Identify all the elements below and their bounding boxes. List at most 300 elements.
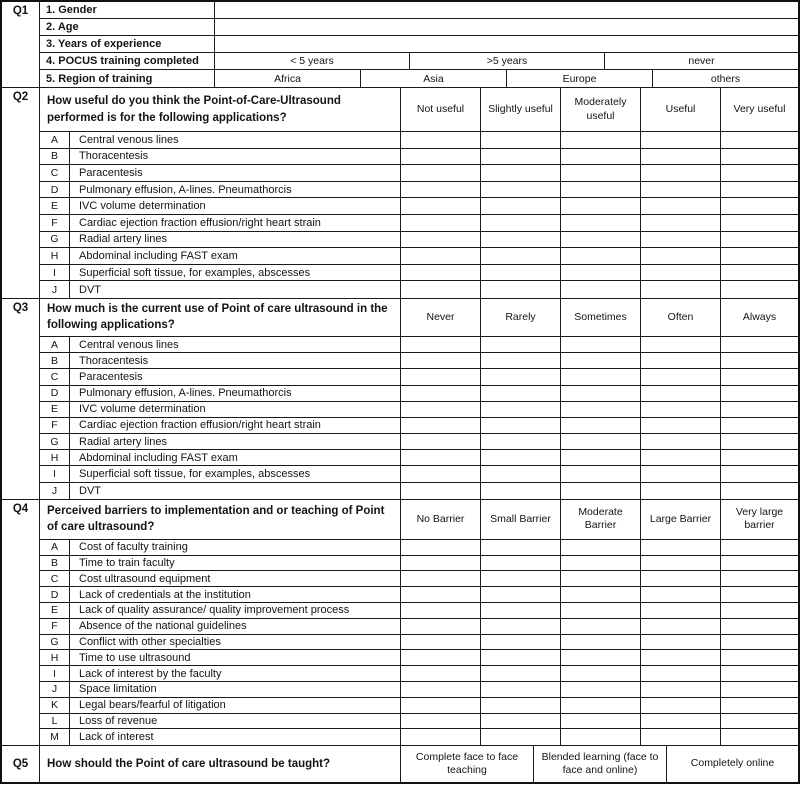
answer-cell[interactable] — [561, 248, 641, 265]
option-cell[interactable]: Asia — [361, 70, 507, 87]
answer-cell[interactable] — [721, 402, 798, 418]
answer-cell[interactable] — [721, 556, 798, 572]
answer-cell[interactable] — [721, 353, 798, 369]
answer-cell[interactable] — [481, 714, 561, 730]
item-text: Pulmonary effusion, A-lines. Pneumathorcis — [70, 386, 401, 402]
q2-item-row — [40, 265, 798, 282]
answer-cell[interactable] — [481, 281, 561, 298]
item-letter: C — [40, 369, 70, 385]
answer-cell[interactable] — [721, 650, 798, 666]
answer-cell[interactable] — [721, 165, 798, 182]
q1-row — [40, 70, 798, 87]
item-letter: F — [40, 418, 70, 434]
answer-cell[interactable] — [401, 337, 481, 353]
item-letter: B — [40, 149, 70, 166]
answer-cell[interactable] — [721, 666, 798, 682]
answer-cell[interactable] — [561, 232, 641, 249]
answer-cell[interactable] — [561, 666, 641, 682]
item-text: Lack of interest — [70, 729, 401, 745]
answer-cell[interactable] — [401, 666, 481, 682]
scale-header: Often — [641, 299, 721, 337]
answer-cell[interactable] — [641, 603, 721, 619]
item-text: IVC volume determination — [70, 402, 401, 418]
answer-cell[interactable] — [561, 149, 641, 166]
answer-cell[interactable] — [721, 682, 798, 698]
answer-cell[interactable] — [561, 483, 641, 499]
item-text: Time to train faculty — [70, 556, 401, 572]
answer-cell[interactable] — [641, 132, 721, 149]
section-rows — [40, 746, 798, 782]
item-text: Loss of revenue — [70, 714, 401, 730]
answer-cell[interactable] — [721, 337, 798, 353]
answer-cell[interactable] — [481, 434, 561, 450]
q4-item-row — [40, 635, 798, 651]
answer-cell[interactable] — [561, 434, 641, 450]
answer-cell[interactable] — [561, 265, 641, 282]
scale-header: Very useful — [721, 88, 798, 132]
item-text: Lack of credentials at the institution — [70, 587, 401, 603]
answer-cell[interactable] — [641, 650, 721, 666]
item-text: Cardiac ejection fraction effusion/right heart strain — [70, 418, 401, 434]
answer-cell[interactable] — [401, 165, 481, 182]
answer-cell[interactable] — [401, 248, 481, 265]
answer-cell[interactable] — [641, 540, 721, 556]
q1-item-label: 1. Gender — [40, 2, 215, 19]
question-number: Q4 — [2, 500, 40, 745]
section-rows — [40, 88, 798, 298]
item-text: Thoracentesis — [70, 353, 401, 369]
answer-cell[interactable] — [721, 418, 798, 434]
answer-cell[interactable] — [481, 418, 561, 434]
q5-row — [40, 746, 798, 782]
answer-cell[interactable] — [561, 698, 641, 714]
q1-item-label: 5. Region of training — [40, 70, 215, 87]
answer-cell[interactable] — [641, 682, 721, 698]
answer-cell[interactable] — [561, 182, 641, 199]
answer-cell[interactable] — [721, 698, 798, 714]
answer-cell[interactable] — [721, 281, 798, 298]
answer-cell[interactable] — [561, 353, 641, 369]
answer-cell[interactable] — [561, 587, 641, 603]
answer-cell[interactable] — [561, 418, 641, 434]
item-letter: I — [40, 466, 70, 482]
answer-cell[interactable] — [721, 182, 798, 199]
q4-item-row — [40, 603, 798, 619]
answer-cell[interactable] — [561, 165, 641, 182]
answer-cell[interactable] — [481, 666, 561, 682]
scale-header: Small Barrier — [481, 500, 561, 540]
answer-cell[interactable] — [481, 182, 561, 199]
q3-item-row — [40, 483, 798, 499]
item-letter: E — [40, 603, 70, 619]
item-letter: A — [40, 132, 70, 149]
answer-cell[interactable] — [481, 232, 561, 249]
answer-cell[interactable] — [401, 450, 481, 466]
answer-field[interactable] — [215, 36, 798, 53]
section-q1 — [2, 2, 798, 88]
answer-cell[interactable] — [561, 215, 641, 232]
item-text: Superficial soft tissue, for examples, abscesses — [70, 265, 401, 282]
answer-cell[interactable] — [401, 281, 481, 298]
answer-cell[interactable] — [561, 281, 641, 298]
q1-row — [40, 53, 798, 70]
item-text: Cardiac ejection fraction effusion/right heart strain — [70, 215, 401, 232]
answer-cell[interactable] — [401, 402, 481, 418]
answer-cell[interactable] — [561, 571, 641, 587]
answer-cell[interactable] — [481, 466, 561, 482]
answer-cell[interactable] — [401, 386, 481, 402]
answer-cell[interactable] — [721, 540, 798, 556]
answer-cell[interactable] — [401, 215, 481, 232]
scale-header: Sometimes — [561, 299, 641, 337]
answer-cell[interactable] — [561, 402, 641, 418]
q4-item-row — [40, 540, 798, 556]
answer-cell[interactable] — [481, 635, 561, 651]
q4-item-row — [40, 729, 798, 745]
item-letter: B — [40, 556, 70, 572]
q3-item-row — [40, 434, 798, 450]
answer-cell[interactable] — [561, 132, 641, 149]
answer-cell[interactable] — [641, 248, 721, 265]
option-cell[interactable]: Europe — [507, 70, 653, 87]
q3-item-row — [40, 466, 798, 482]
answer-cell[interactable] — [721, 265, 798, 282]
item-text: Central venous lines — [70, 337, 401, 353]
item-letter: I — [40, 666, 70, 682]
answer-cell[interactable] — [481, 603, 561, 619]
answer-cell[interactable] — [721, 369, 798, 385]
q4-item-row — [40, 571, 798, 587]
answer-cell[interactable] — [641, 232, 721, 249]
answer-cell[interactable] — [641, 635, 721, 651]
answer-cell[interactable] — [401, 571, 481, 587]
answer-cell[interactable] — [401, 198, 481, 215]
item-letter: M — [40, 729, 70, 745]
section-rows — [40, 500, 798, 745]
section-rows — [40, 2, 798, 87]
answer-field[interactable] — [215, 2, 798, 19]
answer-cell[interactable] — [641, 281, 721, 298]
answer-cell[interactable] — [561, 619, 641, 635]
item-text: Abdominal including FAST exam — [70, 450, 401, 466]
answer-cell[interactable] — [641, 353, 721, 369]
scale-header: Not useful — [401, 88, 481, 132]
answer-cell[interactable] — [401, 619, 481, 635]
answer-cell[interactable] — [561, 714, 641, 730]
section-question: How should the Point of care ultrasound be taught? — [40, 746, 401, 782]
q2-item-row — [40, 215, 798, 232]
answer-cell[interactable] — [401, 603, 481, 619]
scale-header: Rarely — [481, 299, 561, 337]
item-letter: D — [40, 182, 70, 199]
answer-cell[interactable] — [721, 603, 798, 619]
answer-cell[interactable] — [641, 714, 721, 730]
answer-cell[interactable] — [721, 248, 798, 265]
answer-cell[interactable] — [481, 571, 561, 587]
item-letter: G — [40, 635, 70, 651]
answer-cell[interactable] — [641, 337, 721, 353]
answer-cell[interactable] — [401, 540, 481, 556]
item-letter: A — [40, 540, 70, 556]
q3-header-row — [40, 299, 798, 337]
option-cell[interactable]: Complete face to face teaching — [401, 746, 534, 782]
answer-cell[interactable] — [481, 353, 561, 369]
answer-cell[interactable] — [641, 434, 721, 450]
answer-cell[interactable] — [721, 619, 798, 635]
answer-cell[interactable] — [481, 402, 561, 418]
item-letter: J — [40, 483, 70, 499]
answer-cell[interactable] — [401, 418, 481, 434]
answer-cell[interactable] — [721, 483, 798, 499]
answer-cell[interactable] — [401, 353, 481, 369]
section-question: Perceived barriers to implementation and or teaching of Point of care ultrasound? — [40, 500, 401, 540]
scale-header: Very large barrier — [721, 500, 798, 540]
item-letter: G — [40, 232, 70, 249]
answer-cell[interactable] — [401, 635, 481, 651]
answer-cell[interactable] — [641, 698, 721, 714]
q1-row — [40, 36, 798, 53]
answer-cell[interactable] — [641, 149, 721, 166]
q3-item-row — [40, 402, 798, 418]
answer-cell[interactable] — [401, 483, 481, 499]
answer-cell[interactable] — [481, 132, 561, 149]
section-q4 — [2, 500, 798, 746]
answer-cell[interactable] — [401, 729, 481, 745]
answer-cell[interactable] — [401, 650, 481, 666]
answer-cell[interactable] — [481, 450, 561, 466]
answer-cell[interactable] — [401, 556, 481, 572]
answer-cell[interactable] — [641, 587, 721, 603]
item-letter: D — [40, 386, 70, 402]
answer-cell[interactable] — [721, 386, 798, 402]
answer-cell[interactable] — [721, 132, 798, 149]
answer-cell[interactable] — [561, 198, 641, 215]
answer-cell[interactable] — [481, 556, 561, 572]
answer-cell[interactable] — [721, 714, 798, 730]
answer-cell[interactable] — [401, 132, 481, 149]
item-text: DVT — [70, 281, 401, 298]
answer-cell[interactable] — [721, 635, 798, 651]
item-letter: L — [40, 714, 70, 730]
q2-item-row — [40, 281, 798, 298]
answer-cell[interactable] — [641, 556, 721, 572]
item-letter: C — [40, 571, 70, 587]
item-letter: F — [40, 619, 70, 635]
item-letter: F — [40, 215, 70, 232]
section-rows — [40, 299, 798, 499]
answer-cell[interactable] — [641, 369, 721, 385]
answer-cell[interactable] — [481, 149, 561, 166]
answer-cell[interactable] — [481, 540, 561, 556]
answer-cell[interactable] — [401, 182, 481, 199]
answer-cell[interactable] — [401, 232, 481, 249]
item-text: Legal bears/fearful of litigation — [70, 698, 401, 714]
item-text: Radial artery lines — [70, 434, 401, 450]
answer-cell[interactable] — [561, 682, 641, 698]
answer-cell[interactable] — [641, 165, 721, 182]
answer-cell[interactable] — [401, 434, 481, 450]
answer-cell[interactable] — [481, 248, 561, 265]
answer-cell[interactable] — [481, 337, 561, 353]
answer-cell[interactable] — [401, 698, 481, 714]
item-text: Conflict with other specialties — [70, 635, 401, 651]
answer-cell[interactable] — [641, 402, 721, 418]
q3-item-row — [40, 418, 798, 434]
answer-field[interactable] — [215, 19, 798, 36]
q2-item-row — [40, 248, 798, 265]
answer-cell[interactable] — [641, 215, 721, 232]
answer-cell[interactable] — [561, 729, 641, 745]
item-text: Absence of the national guidelines — [70, 619, 401, 635]
item-letter: C — [40, 165, 70, 182]
answer-cell[interactable] — [401, 714, 481, 730]
q1-row — [40, 19, 798, 36]
answer-cell[interactable] — [641, 450, 721, 466]
item-text: DVT — [70, 483, 401, 499]
item-letter: J — [40, 281, 70, 298]
item-letter: G — [40, 434, 70, 450]
scale-header: Slightly useful — [481, 88, 561, 132]
answer-cell[interactable] — [721, 466, 798, 482]
option-cell[interactable]: >5 years — [410, 53, 605, 70]
scale-header: Large Barrier — [641, 500, 721, 540]
item-letter: K — [40, 698, 70, 714]
item-letter: D — [40, 587, 70, 603]
q4-item-row — [40, 682, 798, 698]
item-text: Central venous lines — [70, 132, 401, 149]
answer-cell[interactable] — [641, 729, 721, 745]
question-number: Q1 — [2, 2, 40, 87]
scale-header: Always — [721, 299, 798, 337]
option-cell[interactable]: Africa — [215, 70, 361, 87]
answer-cell[interactable] — [561, 450, 641, 466]
section-question: How much is the current use of Point of care ultrasound in the following applications? — [40, 299, 401, 337]
answer-cell[interactable] — [481, 698, 561, 714]
answer-cell[interactable] — [721, 149, 798, 166]
answer-cell[interactable] — [401, 149, 481, 166]
item-text: Lack of interest by the faculty — [70, 666, 401, 682]
question-number: Q5 — [2, 746, 40, 782]
answer-cell[interactable] — [481, 198, 561, 215]
answer-cell[interactable] — [401, 369, 481, 385]
q2-item-row — [40, 165, 798, 182]
q4-item-row — [40, 650, 798, 666]
answer-cell[interactable] — [641, 666, 721, 682]
option-cell[interactable]: Completely online — [690, 757, 775, 770]
option-cell[interactable]: < 5 years — [215, 53, 410, 70]
q2-item-row — [40, 132, 798, 149]
answer-cell[interactable] — [721, 434, 798, 450]
q2-item-row — [40, 182, 798, 199]
item-text: Space limitation — [70, 682, 401, 698]
answer-cell[interactable] — [641, 265, 721, 282]
question-number: Q3 — [2, 299, 40, 499]
answer-cell[interactable] — [641, 182, 721, 199]
answer-cell[interactable] — [641, 418, 721, 434]
option-cell[interactable]: never — [605, 53, 798, 70]
answer-cell[interactable] — [641, 466, 721, 482]
answer-cell[interactable] — [721, 215, 798, 232]
answer-cell[interactable] — [641, 198, 721, 215]
answer-cell[interactable] — [481, 369, 561, 385]
answer-cell[interactable] — [481, 682, 561, 698]
q4-item-row — [40, 556, 798, 572]
answer-cell[interactable] — [721, 729, 798, 745]
q4-item-row — [40, 666, 798, 682]
option-cell[interactable]: Blended learning (face to face and online) — [534, 746, 667, 782]
answer-cell[interactable] — [561, 650, 641, 666]
answer-cell[interactable] — [401, 466, 481, 482]
answer-cell[interactable] — [481, 265, 561, 282]
answer-cell[interactable] — [561, 603, 641, 619]
answer-cell[interactable] — [561, 386, 641, 402]
answer-cell[interactable] — [481, 165, 561, 182]
q4-item-row — [40, 698, 798, 714]
answer-cell[interactable] — [561, 556, 641, 572]
answer-cell[interactable] — [401, 587, 481, 603]
q1-item-label: 2. Age — [40, 19, 215, 36]
q2-item-row — [40, 232, 798, 249]
scale-header: Moderate Barrier — [561, 500, 641, 540]
q4-item-row — [40, 619, 798, 635]
answer-cell[interactable] — [641, 386, 721, 402]
answer-cell[interactable] — [481, 215, 561, 232]
q1-item-label: 3. Years of experience — [40, 36, 215, 53]
item-text: Lack of quality assurance/ quality improvement process — [70, 603, 401, 619]
q4-item-row — [40, 714, 798, 730]
answer-cell[interactable] — [481, 587, 561, 603]
item-text: Radial artery lines — [70, 232, 401, 249]
answer-cell[interactable] — [401, 265, 481, 282]
q1-row — [40, 2, 798, 19]
answer-cell[interactable] — [401, 682, 481, 698]
item-text: Abdominal including FAST exam — [70, 248, 401, 265]
q4-header-row — [40, 500, 798, 540]
item-text: Pulmonary effusion, A-lines. Pneumathorcis — [70, 182, 401, 199]
answer-cell[interactable] — [481, 650, 561, 666]
answer-cell[interactable] — [481, 619, 561, 635]
answer-cell[interactable] — [721, 450, 798, 466]
answer-cell[interactable] — [641, 571, 721, 587]
q4-item-row — [40, 587, 798, 603]
answer-cell[interactable] — [561, 369, 641, 385]
answer-cell[interactable] — [641, 619, 721, 635]
item-letter: H — [40, 450, 70, 466]
answer-cell[interactable] — [721, 232, 798, 249]
q3-item-row — [40, 353, 798, 369]
option-cell[interactable]: others — [710, 72, 741, 85]
item-text: Paracentesis — [70, 165, 401, 182]
q2-item-row — [40, 198, 798, 215]
item-text: Cost ultrasound equipment — [70, 571, 401, 587]
answer-cell[interactable] — [561, 635, 641, 651]
answer-cell[interactable] — [481, 729, 561, 745]
answer-cell[interactable] — [561, 466, 641, 482]
answer-cell[interactable] — [641, 483, 721, 499]
q1-item-label: 4. POCUS training completed — [40, 53, 215, 70]
answer-cell[interactable] — [561, 337, 641, 353]
answer-cell[interactable] — [561, 540, 641, 556]
answer-cell[interactable] — [481, 386, 561, 402]
item-text: Superficial soft tissue, for examples, abscesses — [70, 466, 401, 482]
answer-cell[interactable] — [481, 483, 561, 499]
answer-cell[interactable] — [721, 571, 798, 587]
answer-cell[interactable] — [721, 198, 798, 215]
answer-cell[interactable] — [721, 587, 798, 603]
q3-item-row — [40, 450, 798, 466]
item-letter: A — [40, 337, 70, 353]
q2-item-row — [40, 149, 798, 166]
